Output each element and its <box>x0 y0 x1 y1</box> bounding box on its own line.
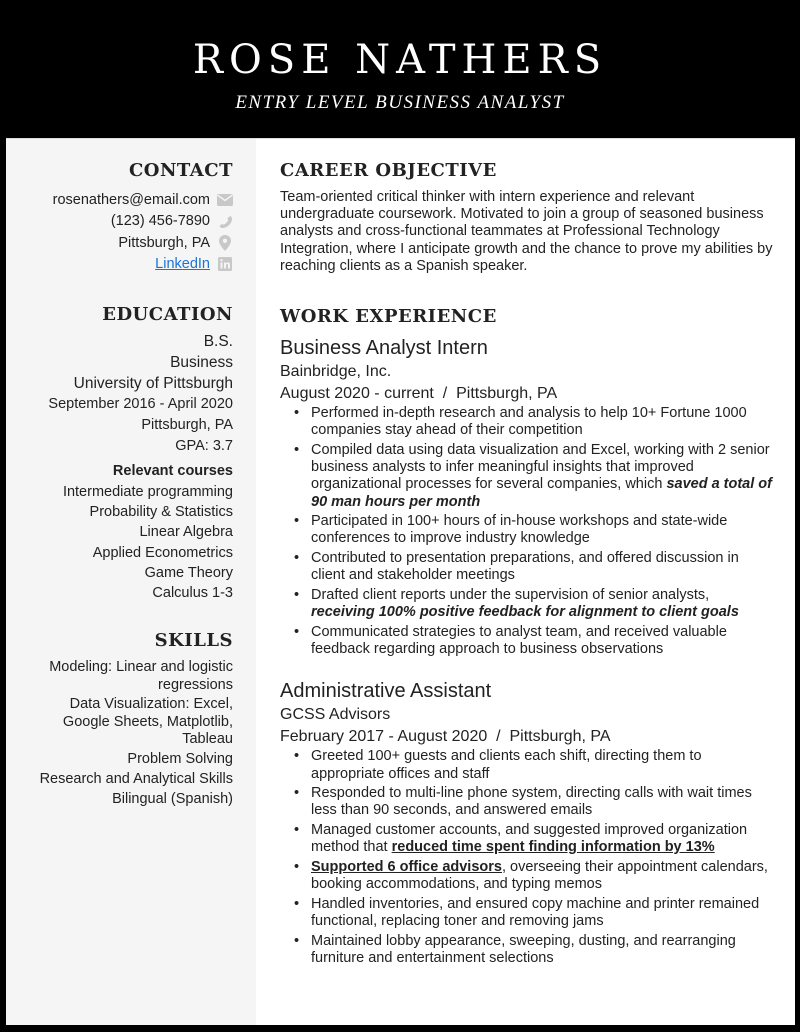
education-degree: B.S. <box>203 333 233 350</box>
emphasis-text: receiving 100% positive feedback for alignment to client goals <box>311 604 739 621</box>
job-entry <box>280 335 775 658</box>
skill-item: Research and Analytical Skills <box>39 770 233 787</box>
bullet-item: • Supported 6 office advisors, overseeing their appointment calendars, booking accommodations, and typing memos <box>294 859 775 893</box>
envelope-icon <box>217 192 233 208</box>
contact-location <box>6 232 233 254</box>
education-dates: September 2016 - April 2020 <box>48 396 233 412</box>
job-dates-location: August 2020 - current / Pittsburgh, PA <box>280 385 558 402</box>
section-heading-skills: SKILLS <box>154 630 233 651</box>
resume-body <box>6 138 795 1025</box>
contact-phone-text: (123) 456-7890 <box>110 213 210 230</box>
job-entry <box>280 678 775 967</box>
work-experience-section <box>280 305 775 981</box>
job-bullets <box>294 748 775 967</box>
education-section <box>6 303 233 603</box>
job-dates-location: February 2017 - August 2020 / Pittsburgh, PA <box>280 728 611 746</box>
course-item: Probability & Statistics <box>89 504 233 521</box>
objective-text: Team-oriented critical thinker with intern experience and relevant undergraduate coursework. Motivated to join a group of seasoned business analysts and cross-functional teammates at Professional Technology Integration, where I anticipate growth and the chance to prove my abilities by reaching clients as a Spanish speaker. <box>280 189 773 274</box>
skill-item: Bilingual (Spanish) <box>112 790 233 807</box>
contact-location-text: Pittsburgh, PA <box>118 234 210 251</box>
contact-email-text: rosenathers@email.com <box>52 191 210 208</box>
job-company: GCSS Advisors <box>280 706 391 724</box>
bullet-item: • Responded to multi-line phone system, directing calls with wait times less than 90 seconds, and answered emails <box>294 785 775 819</box>
education-gpa: GPA: 3.7 <box>175 438 233 454</box>
course-item: Game Theory <box>144 564 233 581</box>
education-school: University of Pittsburgh <box>73 375 233 392</box>
contact-email <box>6 189 233 211</box>
bullet-item: • Contributed to presentation preparations, and offered discussion in client and stakeholder meetings <box>294 550 775 584</box>
contact-linkedin <box>6 254 233 276</box>
emphasis-text: saved a total of 90 man hours per month <box>311 476 772 510</box>
linkedin-link[interactable]: LinkedIn <box>155 256 210 273</box>
bullet-item: • Participated in 100+ hours of in-house workshops and state-wide conferences to improve industry knowledge <box>294 513 775 547</box>
skill-item: Problem Solving <box>127 751 233 768</box>
skill-item: Data Visualization: Excel, Google Sheets, Matplotlib, Tableau <box>62 696 233 748</box>
education-major: Business <box>170 354 233 371</box>
section-heading-work: WORK EXPERIENCE <box>280 306 497 327</box>
main-content <box>256 139 795 1025</box>
course-item: Intermediate programming <box>62 484 233 500</box>
skill-item: Modeling: Linear and logistic regressions <box>49 659 233 693</box>
job-bullets <box>294 405 775 658</box>
section-heading-contact: CONTACT <box>128 160 233 181</box>
candidate-title: ENTRY LEVEL BUSINESS ANALYST <box>235 92 565 113</box>
sidebar <box>6 139 256 1025</box>
bullet-item: • Compiled data using data visualization and Excel, working with 2 senior business analysts to infer meaningful insights that improved organizational processes for several companies, which saved a total of 90 man hours per month <box>294 442 775 511</box>
candidate-name: ROSE NATHERS <box>192 37 608 83</box>
bullet-item: • Managed customer accounts, and suggested improved organization method that reduced time spent finding information by 13% <box>294 822 775 856</box>
skills-section <box>6 629 233 810</box>
map-pin-icon <box>217 235 233 251</box>
highlight-text: reduced time spent finding information by 13% <box>391 839 715 856</box>
contact-section <box>6 159 233 275</box>
highlight-text: Supported 6 office advisors <box>311 859 502 876</box>
course-item: Calculus 1-3 <box>152 585 233 602</box>
contact-phone <box>6 211 233 233</box>
bullet-item: • Greeted 100+ guests and clients each shift, directing them to appropriate offices and staff <box>294 748 775 782</box>
section-heading-objective: CAREER OBJECTIVE <box>280 160 497 181</box>
job-title: Business Analyst Intern <box>280 337 488 359</box>
section-heading-education: EDUCATION <box>102 304 233 325</box>
bullet-item: • Maintained lobby appearance, sweeping, dusting, and rearranging furniture and entertainment selections <box>294 933 775 967</box>
course-item: Linear Algebra <box>139 524 233 541</box>
phone-icon <box>217 213 233 229</box>
resume-header <box>0 0 800 138</box>
job-company: Bainbridge, Inc. <box>280 363 392 380</box>
courses-heading: Relevant courses <box>112 463 233 479</box>
linkedin-icon <box>217 256 233 272</box>
course-item: Applied Econometrics <box>92 544 233 561</box>
bullet-item: • Handled inventories, and ensured copy machine and printer remained functional, replacing toner and removing jams <box>294 896 775 930</box>
bullet-item: • Communicated strategies to analyst team, and received valuable feedback regarding approach to business observations <box>294 624 775 658</box>
job-title: Administrative Assistant <box>280 680 492 703</box>
bullet-item: • Drafted client reports under the supervision of senior analysts, receiving 100% positive feedback for alignment to client goals <box>294 587 775 621</box>
education-location: Pittsburgh, PA <box>141 417 233 433</box>
objective-section <box>280 159 775 275</box>
bullet-item: • Performed in-depth research and analysis to help 10+ Fortune 1000 companies stay ahead of their competition <box>294 405 775 439</box>
